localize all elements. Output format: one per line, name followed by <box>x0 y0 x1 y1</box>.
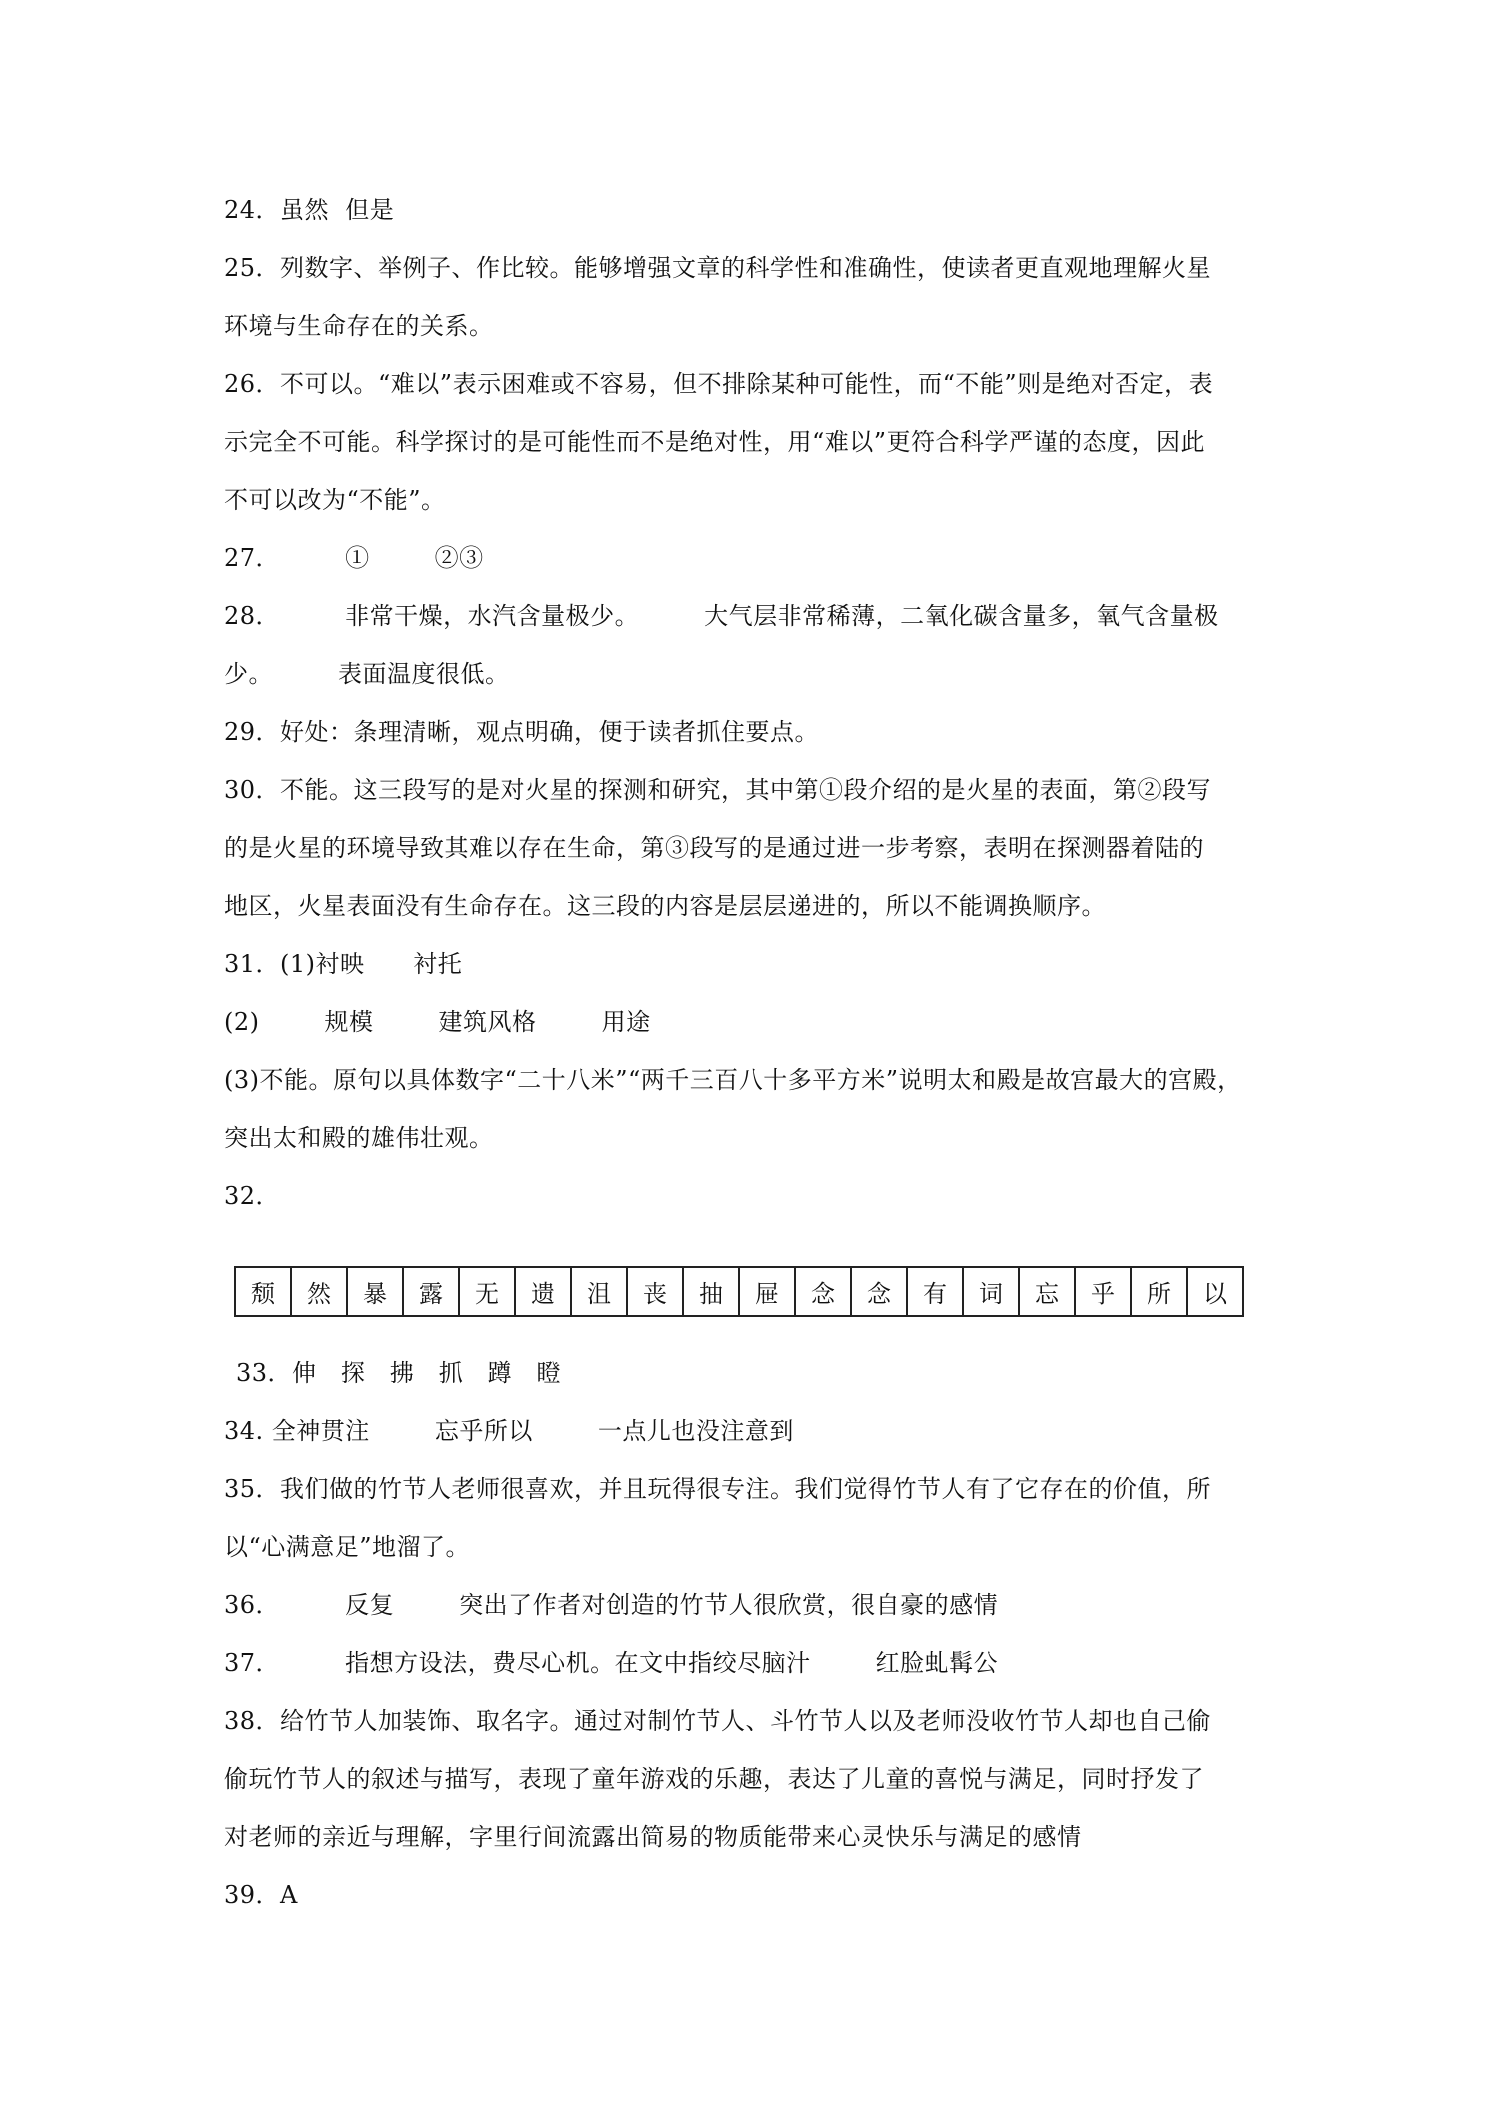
answer-26-line-3: 不可以改为“不能”。 <box>224 486 446 514</box>
grid-cell: 以 <box>1187 1267 1243 1316</box>
grid-cell: 然 <box>291 1267 347 1316</box>
grid-cell: 屉 <box>739 1267 795 1316</box>
grid-cell: 抽 <box>683 1267 739 1316</box>
grid-cell: 无 <box>459 1267 515 1316</box>
answer-39: 39．A <box>224 1881 298 1909</box>
answer-30-line-3: 地区，火星表面没有生命存在。这三段的内容是层层递进的，所以不能调换顺序。 <box>224 892 1106 920</box>
grid-cell: 遗 <box>515 1267 571 1316</box>
answer-33: 33．伸 探 拂 抓 蹲 瞪 <box>236 1359 561 1387</box>
writing-grid <box>234 1266 1244 1317</box>
answer-38-line-3: 对老师的亲近与理解，字里行间流露出简易的物质能带来心灵快乐与满足的感情 <box>224 1823 1082 1851</box>
grid-cell: 有 <box>907 1267 963 1316</box>
answer-28-line-1: 28． 非常干燥，水汽含量极少。 大气层非常稀薄，二氧化碳含量多，氧气含量极 <box>224 602 1219 630</box>
answer-31-part-1: 31．(1)衬映 衬托 <box>224 950 463 978</box>
grid-cell: 颓 <box>235 1267 291 1316</box>
grid-cell: 念 <box>851 1267 907 1316</box>
answer-31-part-3-line-1: (3)不能。原句以具体数字“二十八米”“两千三百八十多平方米”说明太和殿是故宫最大的宫殿， <box>224 1066 1242 1094</box>
grid-cell: 忘 <box>1019 1267 1075 1316</box>
answer-29: 29．好处：条理清晰，观点明确，便于读者抓住要点。 <box>224 718 820 746</box>
answer-27: 27． ① ②③ <box>224 544 484 572</box>
grid-cell: 沮 <box>571 1267 627 1316</box>
answer-30-line-2: 的是火星的环境导致其难以存在生命，第③段写的是通过进一步考察，表明在探测器着陆的 <box>224 834 1204 862</box>
answer-35-line-1: 35．我们做的竹节人老师很喜欢，并且玩得很专注。我们觉得竹节人有了它存在的价值，所 <box>224 1475 1212 1503</box>
grid-cell: 露 <box>403 1267 459 1316</box>
answer-25-line-2: 环境与生命存在的关系。 <box>224 312 494 340</box>
answer-26-line-2: 示完全不可能。科学探讨的是可能性而不是绝对性，用“难以”更符合科学严谨的态度，因此 <box>224 428 1206 456</box>
answer-24: 24．虽然 但是 <box>224 196 395 224</box>
answer-31-part-2: (2) 规模 建筑风格 用途 <box>224 1008 651 1036</box>
grid-cell: 词 <box>963 1267 1019 1316</box>
answer-26-line-1: 26．不可以。“难以”表示困难或不容易，但不排除某种可能性，而“不能”则是绝对否定，表 <box>224 370 1214 398</box>
answer-32: 32． <box>224 1182 281 1210</box>
answer-38-line-2: 偷玩竹节人的叙述与描写，表现了童年游戏的乐趣，表达了儿童的喜悦与满足，同时抒发了 <box>224 1765 1204 1793</box>
answer-28-line-2: 少。 表面温度很低。 <box>224 660 510 688</box>
grid-cell: 乎 <box>1075 1267 1131 1316</box>
answer-31-part-3-line-2: 突出太和殿的雄伟壮观。 <box>224 1124 494 1152</box>
answer-38-line-1: 38．给竹节人加装饰、取名字。通过对制竹节人、斗竹节人以及老师没收竹节人却也自己偷 <box>224 1707 1212 1735</box>
grid-cell: 暴 <box>347 1267 403 1316</box>
grid-cell: 念 <box>795 1267 851 1316</box>
answer-36: 36． 反复 突出了作者对创造的竹节人很欣赏，很自豪的感情 <box>224 1591 999 1619</box>
answer-30-line-1: 30．不能。这三段写的是对火星的探测和研究，其中第①段介绍的是火星的表面，第②段写 <box>224 776 1212 804</box>
grid-cell: 丧 <box>627 1267 683 1316</box>
grid-cell: 所 <box>1131 1267 1187 1316</box>
answer-35-line-2: 以“心满意足”地溜了。 <box>224 1533 471 1561</box>
writing-grid-row <box>235 1267 1243 1316</box>
answer-25-line-1: 25．列数字、举例子、作比较。能够增强文章的科学性和准确性，使读者更直观地理解火星 <box>224 254 1212 282</box>
answer-37: 37． 指想方设法，费尽心机。在文中指绞尽脑汁 红脸虬髯公 <box>224 1649 999 1677</box>
answer-34: 34. 全神贯注 忘乎所以 一点儿也没注意到 <box>224 1417 794 1445</box>
